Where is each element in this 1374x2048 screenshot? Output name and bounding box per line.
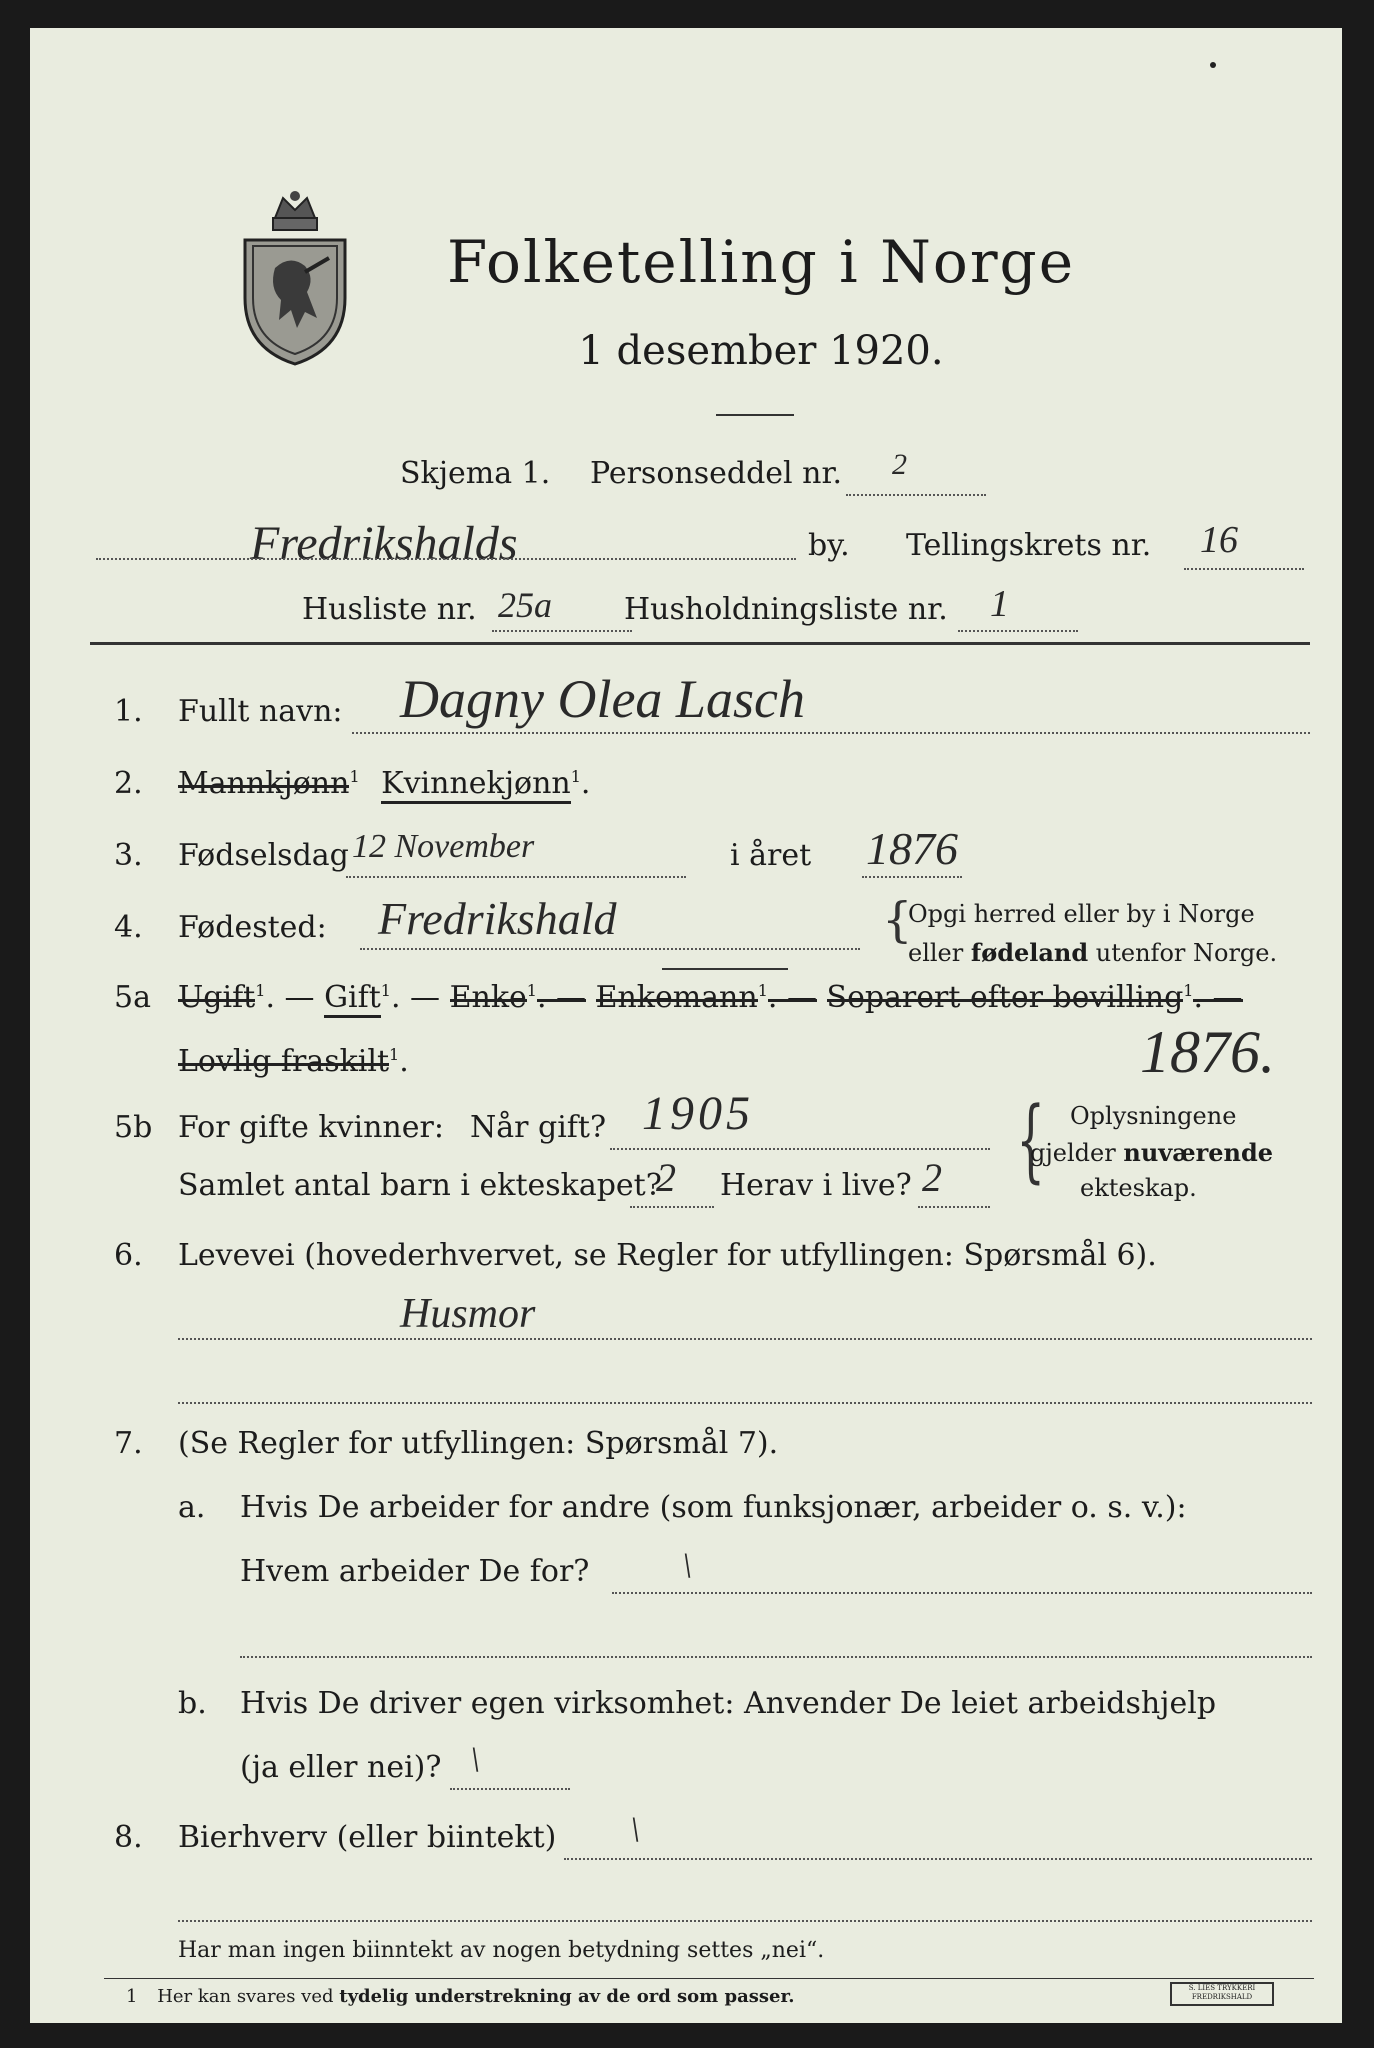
q4-note-2 — [908, 938, 1277, 967]
q5a-sup-6: 1 — [389, 1045, 400, 1064]
q6-line-1 — [178, 1338, 1312, 1340]
q4-note-2c: utenfor Norge. — [1095, 939, 1278, 967]
birthplace-value: Fredrikshald — [378, 893, 617, 944]
form-title: Folketelling i Norge — [446, 228, 1076, 296]
q7a-line-1 — [612, 1592, 1312, 1594]
husholdning-line — [958, 630, 1078, 632]
q6-number: 6. — [114, 1238, 143, 1273]
children-alive-value: 2 — [922, 1155, 942, 1200]
q8-label: Bierhverv (eller biintekt) — [178, 1820, 557, 1855]
q4-note-1: Opgi herred eller by i Norge — [908, 900, 1255, 928]
q3-year-line — [862, 876, 962, 878]
option-gift: Gift — [324, 980, 381, 1018]
q5a-sep-1: . — — [265, 980, 315, 1015]
q5a-sep-5: . — — [1193, 980, 1243, 1015]
q5b-when-label: Når gift? — [470, 1110, 607, 1145]
option-separert: Separert efter bevilling — [826, 980, 1184, 1015]
employer-value: \ — [682, 1545, 693, 1585]
city-suffix: by. — [808, 528, 850, 563]
side-income-value: \ — [630, 1809, 641, 1849]
q2-sup-1: 1 — [349, 767, 360, 786]
header-separator — [90, 642, 1310, 645]
occupation-value: Husmor — [400, 1291, 536, 1337]
birthday-value: 12 November — [352, 828, 535, 865]
footnote-mark: 1 — [126, 1986, 138, 2007]
q4-label: Fødested: — [178, 910, 327, 945]
footnote-separator — [104, 1978, 1314, 1979]
option-enke: Enke — [449, 980, 527, 1015]
margin-note-year: 1876. — [1140, 1019, 1275, 1085]
tellingskrets-line — [1184, 568, 1304, 570]
tellingskrets-label: Tellingskrets nr. — [906, 528, 1152, 563]
q7a-letter: a. — [178, 1490, 206, 1525]
q1-number: 1. — [114, 694, 143, 729]
q3-day-line — [346, 876, 686, 878]
q8-line-1 — [564, 1858, 1312, 1860]
q4-note-2b: fødeland — [970, 938, 1089, 967]
q3-number: 3. — [114, 838, 143, 873]
q7b-text: Hvis De driver egen virksomhet: Anvender De leiet arbeidshjelp — [240, 1686, 1217, 1721]
hired-help-value: \ — [470, 1739, 481, 1779]
q5a-sup-2: 1 — [380, 981, 391, 1000]
q5b-children-label: Samlet antal barn i ekteskapet? — [178, 1168, 662, 1203]
personseddel-label: Personseddel nr. — [590, 456, 843, 491]
q4-number: 4. — [114, 910, 143, 945]
q5b-alive-line — [918, 1206, 990, 1208]
marriage-year-value: 1905 — [642, 1087, 754, 1140]
q1-label: Fullt navn: — [178, 694, 343, 729]
q5a-options — [178, 980, 1243, 1015]
q8-number: 8. — [114, 1820, 143, 1855]
husliste-value: 25a — [498, 585, 552, 625]
city-line — [96, 558, 796, 560]
option-fraskilt: Lovlig fraskilt — [178, 1044, 390, 1079]
income-note: Har man ingen biinntekt av nogen betydning settes „nei“. — [178, 1938, 825, 1963]
q5b-note-1: Oplysningene — [1070, 1102, 1237, 1130]
printer-stamp: S. LIES TRYKKERI FREDRIKSHALD — [1170, 1982, 1274, 2006]
q7a-line-2 — [240, 1656, 1312, 1658]
children-count-value: 2 — [656, 1155, 676, 1200]
q3-label: Fødselsdag — [178, 838, 349, 873]
q6-line-2 — [178, 1402, 1312, 1404]
q5b-note-2 — [1030, 1138, 1273, 1167]
option-kvinnekjonn: Kvinnekjønn — [381, 766, 571, 804]
q5b-brace: { — [1016, 1088, 1045, 1193]
city-value: Fredrikshalds — [250, 517, 518, 570]
full-name-value: Dagny Olea Lasch — [400, 669, 805, 729]
q5b-number: 5b — [114, 1110, 153, 1145]
q5a-row-2: Lovlig fraskilt$^1$. — [178, 1044, 409, 1079]
q7-label: (Se Regler for utfyllingen: Spørsmål 7). — [178, 1426, 779, 1461]
q7a-text: Hvis De arbeider for andre (som funksjonær, arbeider o. s. v.): — [240, 1490, 1187, 1525]
q5b-note-2b: nuværende — [1123, 1138, 1274, 1167]
q1-line — [352, 732, 1310, 734]
census-date: 1 desember 1920. — [578, 328, 944, 374]
q5a-sup-3: 1 — [526, 981, 537, 1000]
q5b-alive-label: Herav i live? — [720, 1168, 912, 1203]
q7a-question: Hvem arbeider De for? — [240, 1554, 590, 1589]
footnote-text-a: Her kan svares ved — [157, 1986, 334, 2007]
skjema-label: Skjema 1. — [400, 456, 551, 491]
husholdning-value: 1 — [990, 583, 1009, 625]
husliste-line — [492, 630, 632, 632]
q5a-number: 5a — [114, 980, 151, 1015]
husliste-label: Husliste nr. — [302, 592, 477, 627]
census-form-sheet — [30, 28, 1342, 2023]
q3-year-label: i året — [730, 838, 812, 873]
q5b-when-line — [610, 1148, 990, 1150]
personseddel-line — [846, 494, 986, 496]
q2-number: 2. — [114, 766, 143, 801]
q5b-label: For gifte kvinner: — [178, 1110, 444, 1145]
q5a-sup-4: 1 — [757, 981, 768, 1000]
q5a-sep-2: . — — [390, 980, 441, 1015]
q2-end: . — [580, 766, 591, 801]
ink-dot — [1210, 62, 1216, 68]
q5a-sep-4: . — — [767, 980, 817, 1015]
option-enkemann: Enkemann — [595, 980, 758, 1015]
footnote — [126, 1986, 795, 2007]
q2-options — [178, 766, 590, 801]
q7b-line — [450, 1788, 570, 1790]
tellingskrets-value: 16 — [1200, 519, 1238, 561]
q4-line — [360, 948, 860, 950]
q7-number: 7. — [114, 1426, 143, 1461]
q5a-sep-3: . — — [536, 980, 587, 1015]
q5a-sup-5: 1 — [1183, 981, 1194, 1000]
personseddel-value: 2 — [892, 448, 907, 481]
husholdning-label: Husholdningsliste nr. — [624, 592, 948, 627]
option-ugift: Ugift — [178, 980, 256, 1015]
q5b-note-3: ekteskap. — [1080, 1174, 1197, 1202]
q5b-note-2a: gjelder — [1030, 1139, 1116, 1167]
q4-note-2a: eller — [908, 939, 964, 967]
option-mannkjonn: Mannkjønn — [178, 766, 350, 801]
q5b-children-line — [630, 1206, 714, 1208]
footnote-text-b: tydelig understrekning av de ord som passer. — [339, 1986, 795, 2007]
q5a-sup-1: 1 — [255, 981, 266, 1000]
q7b-letter: b. — [178, 1686, 207, 1721]
q2-sup-2: 1 — [570, 767, 581, 786]
birth-year-value: 1876 — [866, 823, 958, 874]
q6-label: Levevei (hovederhvervet, se Regler for utfyllingen: Spørsmål 6). — [178, 1238, 1157, 1273]
q7b-question: (ja eller nei)? — [240, 1750, 442, 1785]
q4-brace: { — [882, 892, 913, 948]
title-divider — [716, 414, 794, 416]
birthplace-underline — [662, 968, 788, 970]
q8-line-2 — [178, 1920, 1312, 1922]
